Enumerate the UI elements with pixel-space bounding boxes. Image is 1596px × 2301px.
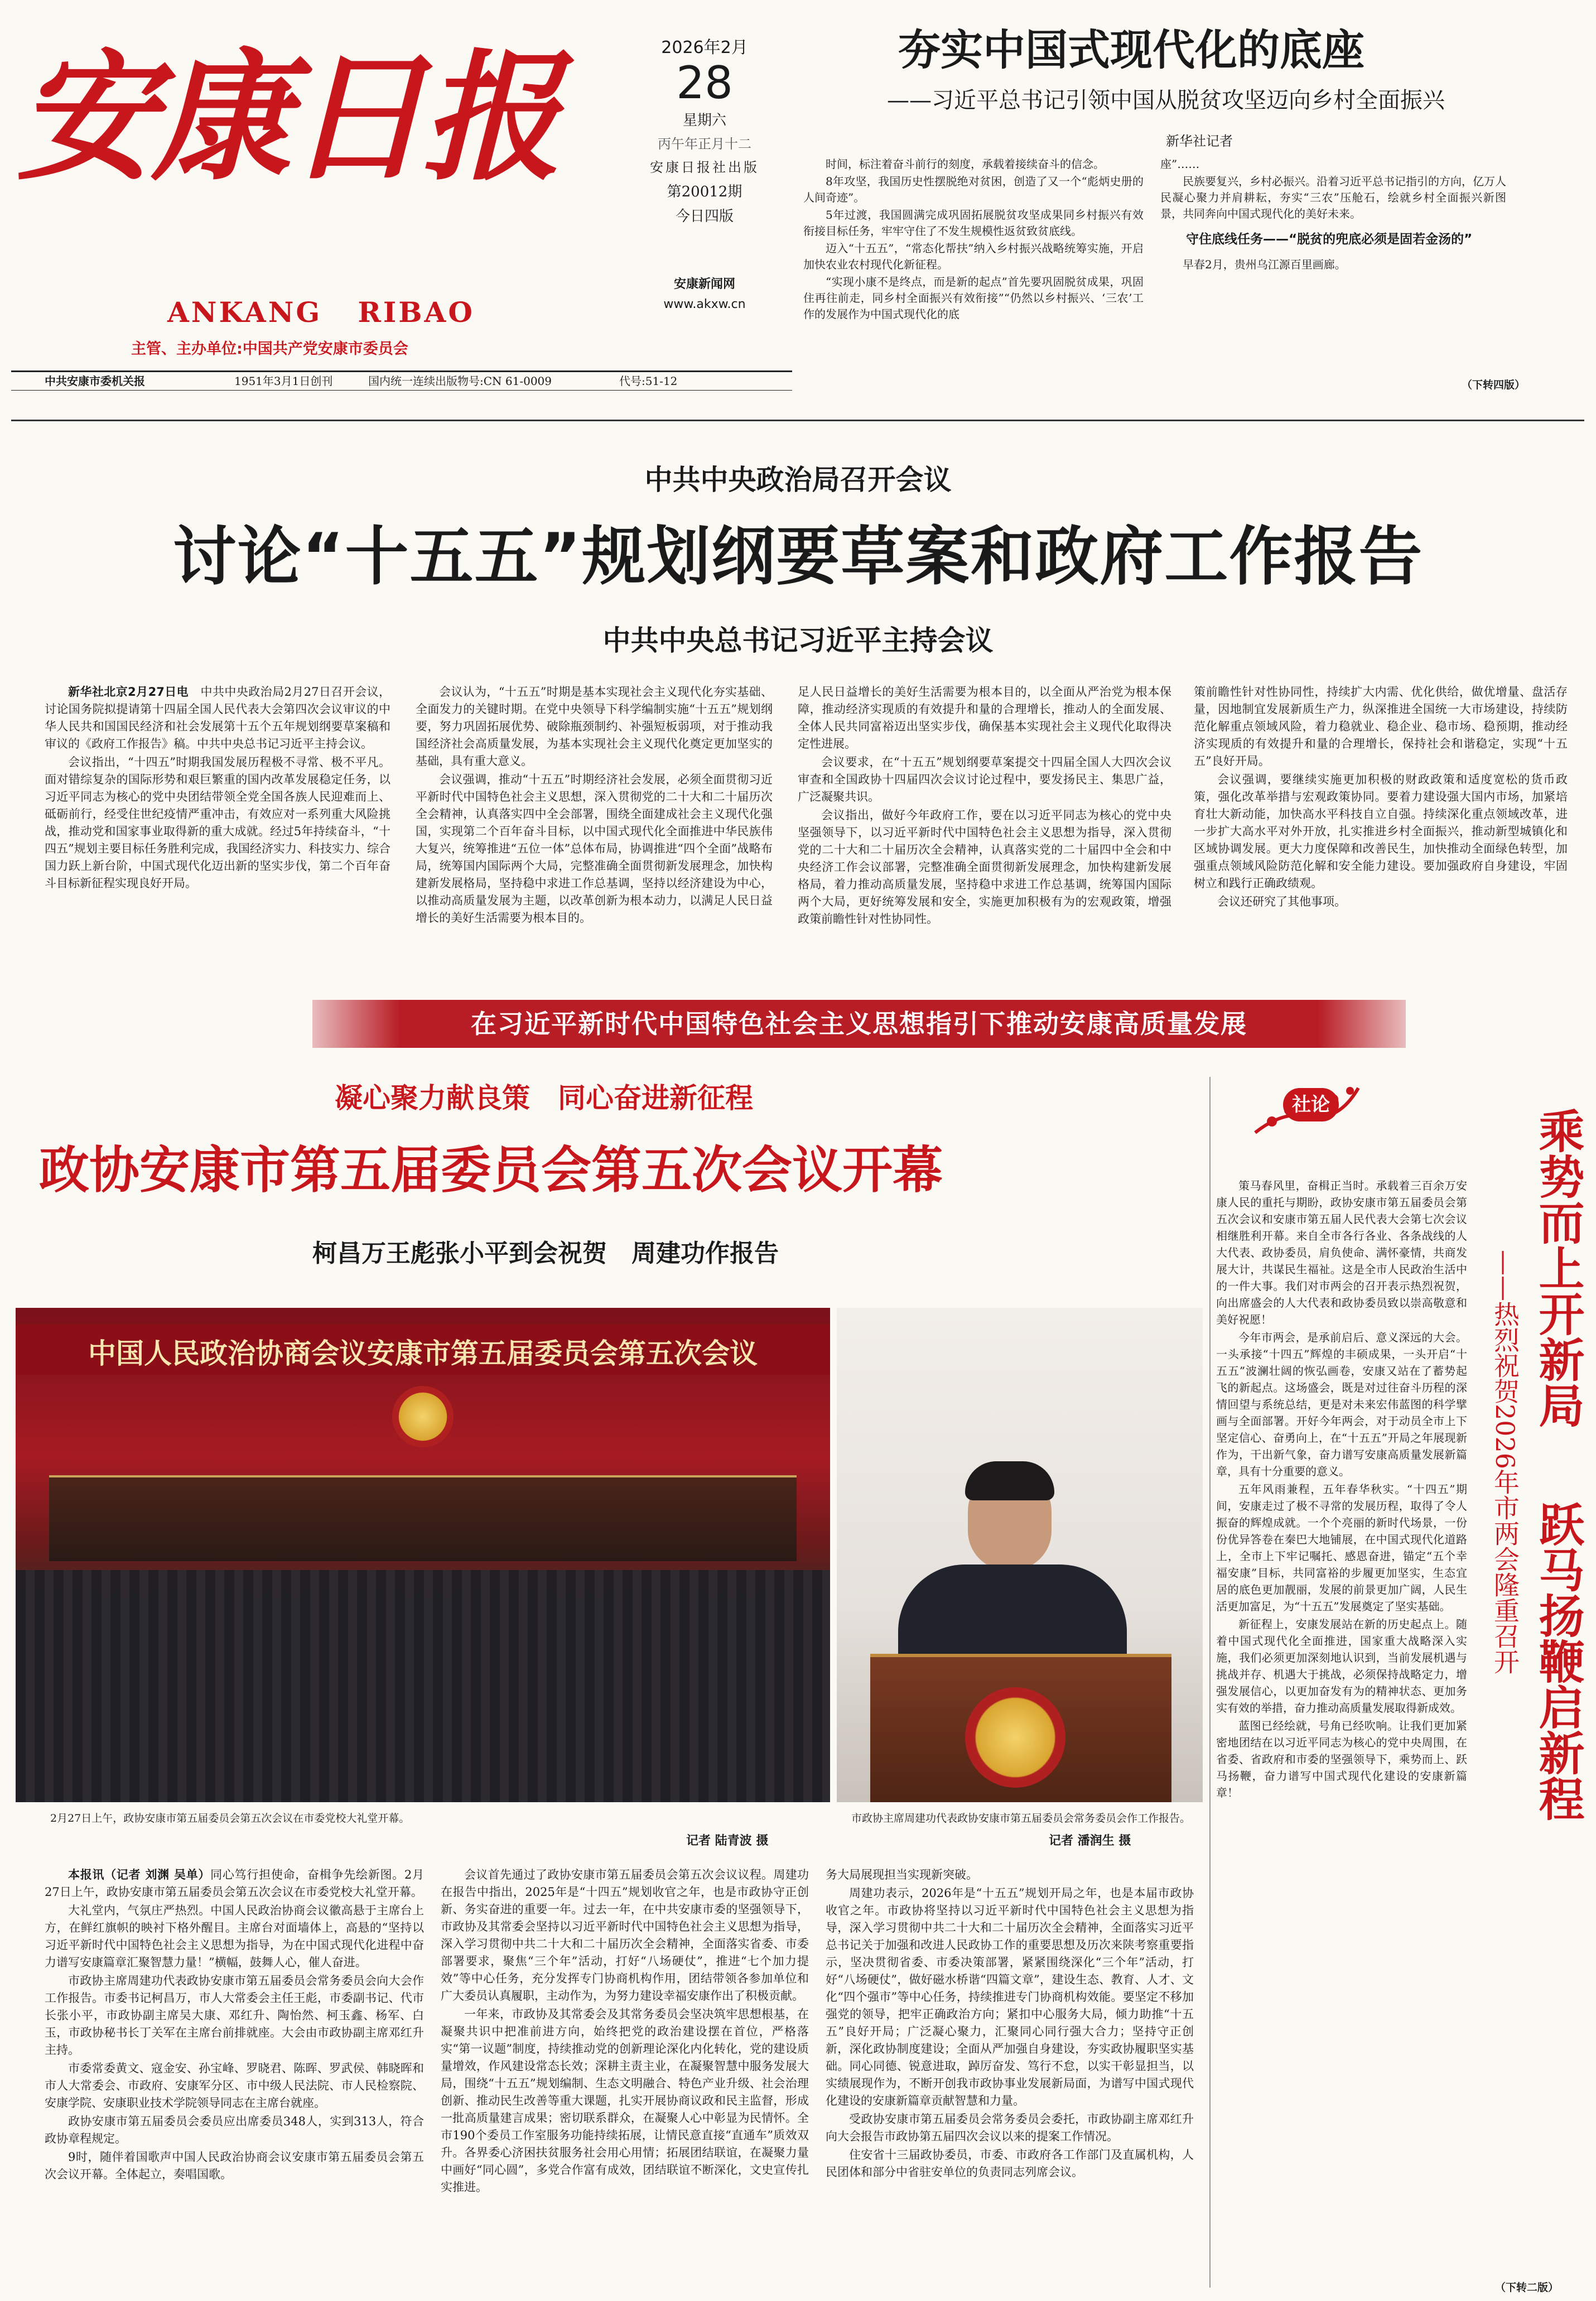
editorial-p3: 新征程上，安康发展站在新的历史起点上。随着中国式现代化全面推进，国家重大战略深入实施，我们必须更加深刻地认识到，当前发展机遇与挑战并存、机遇大于挑战，必须保持战略定力，增强发展信心，以更加奋发有为的精神状态、更加务实有效的举措，奋力推动高质量发展取得新成效。 [1216,1618,1467,1715]
photo-assembly-audience [16,1570,830,1802]
cppcc-kicker: 凝心聚力献良策 同心奋进新征程 [335,1082,753,1114]
caption-photo1 [50,1811,775,1826]
info-bar [11,370,792,391]
top-col1-p3: 迈入“十五五”，“常态化帮扶”纳入乡村振兴战略统筹实施，开启加快农业农村现代化新征程。 [803,242,1144,271]
speaker-hair [965,1461,1054,1500]
top-col2-p1: 民族要复兴，乡村必振兴。沿着习近平总书记指引的方向，亿万人民凝心聚力并肩耕耘，夯实“三农”压舱石，绘就乡村全面振兴新图景，共同奔向中国式现代化的美好未来。 [1160,175,1506,220]
editorial-title2: 跃马扬鞭启新程 [1531,1501,1584,1821]
top-story-title: 夯实中国式现代化的底座 [898,25,1364,75]
cppcc-col2-p1: 一年来，市政协及其常委会及其常务委员会坚决筑牢思想根基，在凝聚共识中把准前进方向，始终把党的政治建设摆在首位，严格落实“第一议题”制度，持续推动党的创新理论深化内化转化，党的建设质量增效，作风建设常态长效；深耕主责主业，在凝聚智慧中服务发展大局，围绕“十五五”规划编制、生态文明融合、特色产业升级、社会治理创新、推动民生改善等重大课题，扎实开展协商议政和民主监督，形成一批高质量建言成果；密切联系群众，在凝聚人心中彰显为民情怀。全市190个委员工作室服务功能持续拓展，让情民意直接“直通车”质效双升。各界委心济困扶贫服务社会用心用情；拓展团结联谊，在凝聚力量中画好“同心圆”，多党合作富有成效，团结联谊不断深化，文史宣传扎实推进。 [441,2008,809,2194]
lead-col3-p1: 会议要求，在“十五五”规划纲要草案提交十四届全国人大四次会议审查和全国政协十四届四次会议讨论过程中，要发扬民主、集思广益，广泛凝聚共识。 [798,755,1171,803]
top-col1-p2: 5年过渡，我国圆满完成巩固拓展脱贫攻坚成果同乡村振兴有效衔接目标任务，牢牢守住了不发生规模性返贫致贫底线。 [803,208,1144,238]
cppcc-col1-p1: 大礼堂内，气氛庄严热烈。中国人民政治协商会议徽高悬于主席台上方，在鲜红旗帜的映衬下格外醒目。主席台对面墙体上，高悬的“坚持以习近平新时代中国特色社会主义思想为指导，为在中国式现代化进程中奋力谱写安康篇章汇聚智慧力量！”横幅，鼓舞人心，催人奋进。 [45,1904,424,1969]
editorial-tag-label: 社论 [1283,1088,1339,1121]
credit-photo1: 记者 陆青波 摄 [686,1834,769,1848]
date-lunar: 丙午年正月十二 [658,136,751,152]
date-day: 28 [676,57,733,109]
cppcc-emblem-icon [392,1386,454,1447]
masthead-sponsor: 主管、主办单位:中国共产党安康市委员会 [131,340,408,358]
masthead-pinyin: ANKANG RIBAO [167,296,475,329]
lead-col2 [416,683,773,962]
editorial-divider [1209,1077,1211,2288]
lead-kicker: 中共中央政治局召开会议 [644,464,952,496]
cppcc-byline: 本报讯（记者 刘渊 吴单） [68,1868,211,1881]
cppcc-col1-p3: 市委常委黄文、寇金安、孙宝峰、罗晓君、陈晖、罗武侯、韩晓晖和市人大常委会、市政府、安康军分区、市中级人民法院、市人民检察院、安康学院、安康职业技术学院领导同志在主席台就座。 [45,2062,424,2110]
editorial-tag [1250,1077,1361,1138]
date-publisher: 安康日报社出版 [650,160,759,175]
top-col1-p4: “实现小康不是终点，而是新的起点”首先要巩固脱贫成果，巩固住再往前走，同乡村全面振兴有效衔接”“仍然以乡村振兴、‘三农’工作的发展作为中国式现代化的底 [803,275,1144,321]
lead-col3 [798,683,1171,962]
caption2-text: 市政协主席周建功代表政协安康市第五届委员会常务委员会作工作报告。 [851,1812,1190,1825]
cppcc-headline: 政协安康市第五届委员会第五次会议开幕 [39,1141,943,1200]
lead-headline: 讨论“十五五”规划纲要草案和政府工作报告 [172,519,1424,594]
photo-assembly [16,1308,830,1802]
credit-photo2: 记者 潘润生 摄 [1049,1834,1131,1848]
cppcc-col3-p3: 住安省十三届政协委员，市委、市政府各工作部门及直属机构，人民团体和部分中省驻安单位的负责同志列席会议。 [826,2148,1194,2179]
editorial-p1: 今年市两会，是承前启后、意义深远的大会。一头承接“十四五”辉煌的丰硕成果，一头开启“十五五”波澜壮阔的恢弘画卷，安康又站在了蓄势起飞的新起点。这场盛会，既是对过往奋斗历程的深情回望与系统总结，更是对未来宏伟蓝图的科学擘画与全面部署。开好今年两会，对于动员全市上下坚定信心、奋勇向上，在“十五五”开局之年展现新作为，干出新气象，奋力谱写安康高质量发展新篇章，具有十分重要的意义。 [1216,1331,1467,1478]
top-col2-p3: 早春2月，贵州乌江源百里画廊。 [1183,258,1346,271]
lead-col4-p1: 会议强调，要继续实施更加积极的财政政策和适度宽松的货币政策，强化改革举措与宏观政策协同。要着力建设强大国内市场，加紧培育壮大新动能，加快高水平科技自立自强。持续深化重点领域改革，进一步扩大高水平对外开放，扎实推进乡村全面振兴，推动新型城镇化和区域协调发展。更大力度保障和改善民生，加快推动全面绿色转型，加强重点领域风险防范化解和安全能力建设。要加强政府自身建设，牢固树立和践行正确政绩观。 [1194,773,1568,890]
masthead-title: 安康日报 [17,35,557,199]
date-issue: 第20012期 [667,184,742,200]
editorial-title1: 乘势而上开新局 [1531,1108,1584,1428]
editorial-subtitle: ——热烈祝贺2026年市两会隆重召开 [1490,1250,1520,1675]
cppcc-col1-p2: 市政协主席周建功代表政协安康市第五届委员会常务委员会向大会作工作报告。市委书记柯昌万，市人大常委会主任王彪，市委副书记、代市长张小平，市政协副主席吴大康、邓红升、陶怡然、柯玉鑫、杨军、白玉，市政协秘书长丁关军在主席台前排就座。大会由市政协副主席邓红升主持。 [45,1974,424,2057]
lead-col1-p1: 会议指出，“十四五”时期我国发展历程极不寻常、极不平凡。面对错综复杂的国际形势和艰巨繁重的国内改革发展稳定任务，以习近平同志为核心的党中央团结带领全党全国各族人民迎难而上、砥砺前行，经受住世纪疫情严重冲击，有效应对一系列重大风险挑战，推动党和国家事业取得新的重大成就。经过5年持续奋斗，“十四五”规划主要目标任务胜利完成，我国经济实力、科技实力、综合国力跃上新台阶，中国式现代化迈出新的坚实步伐，第二个百年奋斗目标新征程实现良好开局。 [45,755,390,890]
lead-col1-p0 [45,683,390,753]
cppcc-col3 [826,1866,1194,2293]
photo-assembly-stage [49,1475,797,1561]
date-weekday: 星期六 [682,112,726,129]
podium-emblem-icon [965,1687,1065,1788]
banner-text: 在习近平新时代中国特色社会主义思想指引下推动安康高质量发展 [471,1009,1247,1039]
cppcc-col2 [441,1866,809,2293]
top-story-col2 [1160,156,1506,391]
top-col1-p1: 8年攻坚，我国历史性摆脱绝对贫困，创造了又一个“彪炳史册的人间奇迹”。 [803,175,1144,204]
cppcc-col2-p0: 会议首先通过了政协安康市第五届委员会第五次会议议程。周建功在报告中指出，2025年是“十四五”规划收官之年，也是市政协守正创新、务实奋进的重要一年。过去一年，在中共安康市委的坚强领导下，市政协及其常委会坚持以习近平新时代中国特色社会主义思想为指导，深入学习贯彻中共二十大和二十届历次全会精神，全面落实省委、市委部署要求，聚焦“三个年”活动，打好“八场硬仗”，推进“七个加力提效”等中心任务，充分发挥专门协商机构作用，团结带领各参加单位和广大委员认真履职，主动作为，为努力建设幸福安康作出了积极贡献。 [441,1868,809,2002]
date-url: www.akxw.cn [663,297,746,311]
lead-col2-p0: 会议认为，“十五五”时期是基本实现社会主义现代化夯实基础、全面发力的关键时期。在党中央领导下科学编制实施“十五五”规划纲要，努力巩固拓展优势、破除瓶颈制约、补强短板弱项，对于推动我国经济社会高质量发展，为基本实现社会主义现代化奠定更加坚实的基础，具有重大意义。 [416,685,773,768]
date-yearmonth: 2026年2月 [661,38,748,57]
lead-col4-p0: 策前瞻性针对性协同性，持续扩大内需、优化供给，做优增量、盘活存量，因地制宜发展新质生产力，纵深推进全国统一大市场建设，持续防范化解重点领域风险，着力稳就业、稳企业、稳市场、稳预期，推动经济实现质的有效提升和量的合理增长，保持社会和谐稳定，实现“十五五”良好开局。 [1194,685,1568,768]
info-code: 代号:51-12 [619,374,678,388]
info-founded: 1951年3月1日创刊 [234,374,333,388]
top-story-subtitle: ——习近平总书记引领中国从脱贫攻坚迈向乡村全面振兴 [887,88,1445,113]
top-col1-p0: 时间，标注着奋斗前行的刻度，承载着接续奋斗的信念。 [826,157,1105,171]
top-story-agency: 新华社记者 [1166,133,1233,149]
cppcc-col3-p2: 受政协安康市第五届委员会常务委员会委托，市政协副主席邓红升向大会报告市政协第五届四次会议以来的提案工作情况。 [826,2112,1194,2143]
editorial-p4: 蓝图已经绘就，号角已经吹响。让我们更加紧密地团结在以习近平同志为核心的党中央周围，在省委、省政府和市委的坚强领导下，乘势而上、跃马扬鞭，奋力谱写中国式现代化建设的安康新篇章！ [1216,1719,1467,1799]
lead-col2-p1: 会议强调，推动“十五五”时期经济社会发展，必须全面贯彻习近平新时代中国特色社会主义思想，深入贯彻党的二十大和二十届历次全会精神，认真落实四中全会部署，围绕全面建成社会主义现代化强国，实现第二个百年奋斗目标，以中国式现代化全面推进中华民族伟大复兴，统筹推进“五位一体”总体布局，协调推进“四个全面”战略布局，统筹国内国际两个大局，完整准确全面贯彻新发展理念，加快构建新发展格局，坚持稳中求进工作总基调，坚持以经济建设为中心，以推动高质量发展为主题，以改革创新为根本动力，以满足人民日益增长的美好生活需要为根本目的。 [416,773,773,925]
cppcc-col1-p4: 政协安康市第五届委员会委员应出席委员348人，实到313人，符合政协章程规定。 [45,2115,424,2145]
date-pages: 今日四版 [675,208,734,225]
lead-col4-p2: 会议还研究了其他事项。 [1217,895,1346,908]
top-story [803,20,1584,393]
caption-photo2 [848,1811,1194,1826]
date-site: 安康新闻网 [673,277,735,291]
editorial-jump: （下转二版） [1495,2281,1559,2294]
top-col2-p0: 座”…… [1160,157,1200,171]
lead-col3-p0: 足人民日益增长的美好生活需要为根本目的，以全面从严治党为根本保障，推动经济实现质的有效提升和量的合理增长，推动人的全面发展、全体人民共同富裕迈出坚实步伐，确保基本实现社会主义现代化取得决定性进展。 [798,685,1171,750]
cppcc-col1-p0 [45,1866,424,1901]
masthead [17,33,614,379]
cppcc-col3-p1: 周建功表示，2026年是“十五五”规划开局之年，也是本届市政协收官之年。市政协将坚持以习近平新时代中国特色社会主义思想为指导，深入学习贯彻中共二十大和二十届历次全会精神，全面落实习近平总书记关于加强和改进人民政协工作的重要思想及历次来陕考察重要指示，坚决贯彻省委、市委决策部署，紧紧围绕深化“三个年”活动，打好“八场硬仗”，做好磁水桥谐“四篇文章”，建设生态、教育、人才、文化“四个强市”等中心任务，持续推进专门协商机构效能。要坚定不移加强党的领导，把牢正确政治方向；紧扣中心服务大局，倾力助推“十五五”良好开局；广泛凝心聚力，汇聚同心同行强大合力；坚持守正创新，深化政协制度建设；全面从严加强自身建设，夯实政协履职坚实基础。同心同德、锐意进取，踔厉奋发、笃行不怠，以实干彰显担当，以实绩展现作为，不断开创我市政协事业发展新局面，为谱写中国式现代化建设的安康新篇章贡献智慧和力量。 [826,1886,1194,2107]
cppcc-col3-p0: 务大局展现担当实现新突破。 [826,1868,978,1881]
lead-dateline: 新华社北京2月27日电 [68,685,189,699]
info-cn: 国内统一连续出版物号:CN 61-0009 [368,374,552,388]
date-block [624,22,785,368]
divider-top [11,420,1584,421]
cppcc-deck: 柯昌万王彪张小平到会祝贺 周建功作报告 [312,1239,779,1268]
editorial-p0: 策马春风里，奋楫正当时。承载着三百余万安康人民的重托与期盼，政协安康市第五届委员会第五次会议和安康市第五届人民代表大会第七次会议相继胜利开幕。来自全市各行各业、各条战线的人大代表、政协委员，肩负使命、满怀豪情，共商发展大计，共谋民生福祉。这是全市人民政治生活中的一件大事。我们对市两会的召开表示热烈祝贺，向出席盛会的人大代表和政协委员致以崇高敬意和美好祝愿！ [1216,1179,1467,1326]
editorial-p2: 五年风雨兼程，五年春华秋实。“十四五”期间，安康走过了极不寻常的发展历程，取得了令人振奋的辉煌成就。一个个亮丽的新时代场景，一份份优异答卷在秦巴大地铺展，在中国式现代化道路上，全市上下牢记嘱托、感恩奋进，锚定“五个幸福安康”目标，共同富裕的步履更加坚实，生态宜居的底色更加靓丽，发展的前景更加广阔，人民生活更加富足，为“十五五”发展奠定了坚实基础。 [1216,1482,1467,1613]
photo-assembly-banner-text: 中国人民政治协商会议安康市第五届委员会第五次会议 [88,1337,758,1370]
banner [312,1000,1406,1048]
info-paper: 中共安康市委机关报 [45,374,145,388]
lead-col4 [1194,683,1568,962]
top-story-jump: （下转四版） [1462,379,1526,391]
photo-speaker [837,1308,1203,1802]
editorial-body [1216,1177,1467,2288]
cppcc-col1-text: 同心笃行担使命，奋楫争先绘新图。2月27日上午，政协安康市第五届委员会第五次会议在市委党校大礼堂开幕。 [45,1868,424,1899]
cppcc-col1 [45,1866,424,2293]
caption1-text: 2月27日上午，政协安康市第五届委员会第五次会议在市委党校大礼堂开幕。 [50,1812,410,1825]
lead-col1 [45,683,390,962]
lead-deck: 中共中央总书记习近平主持会议 [602,624,994,657]
top-story-col1 [803,156,1144,391]
lead-col1-text: 中共中央政治局2月27日召开会议，讨论国务院拟提请第十四届全国人民代表大会第四次会议审议的中华人民共和国国民经济和社会发展第十五个五年规划纲要草案稿和审议的《政府工作报告》稿。中共中央总书记习近平主持会议。 [45,685,390,750]
lead-col3-p2: 会议指出，做好今年政府工作，要在以习近平同志为核心的党中央坚强领导下，以习近平新时代中国特色社会主义思想为指导，深入贯彻党的二十大和二十届历次全会精神，认真落实党的二十届四中全会和中央经济工作会议部署，完整准确全面贯彻新发展理念，加快构建新发展格局，着力推动高质量发展，坚持稳中求进工作总基调，统筹国内国际两个大局，更好统筹发展和安全，实施更加积极有为的宏观政策，增强政策前瞻性针对性协同性。 [798,808,1171,926]
cppcc-col1-p5: 9时，随伴着国歌声中国人民政治协商会议安康市第五届委员会第五次会议开幕。全体起立，奏唱国歌。 [45,2150,424,2181]
top-col2-subhead: 守住底线任务——“脱贫的兜底必须是固若金汤的” [1186,232,1473,247]
